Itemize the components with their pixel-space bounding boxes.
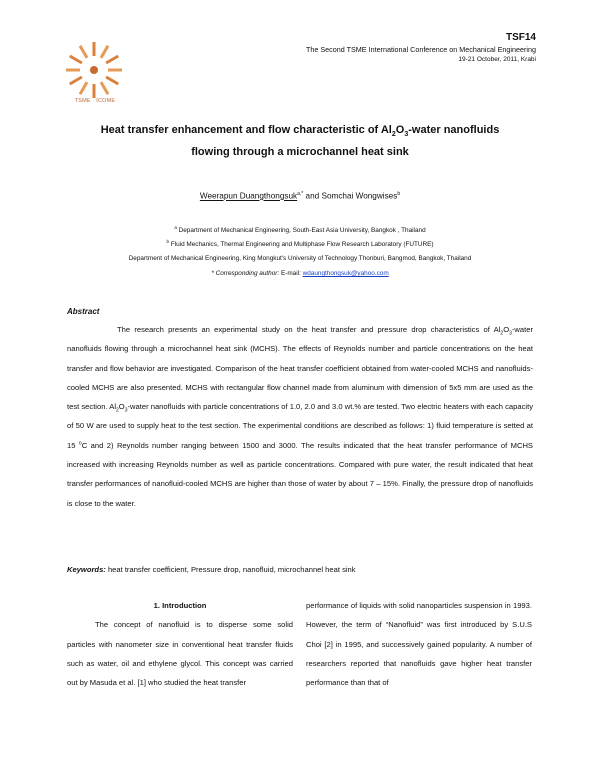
paper-code: TSF14	[505, 32, 536, 43]
conference-date: 19-21 October, 2011, Krabi	[458, 56, 536, 63]
corresponding-author: * Corresponding author: E-mail: wdaungthongsuk@yahoo.com	[211, 270, 389, 277]
intro-paragraph-right: performance of liquids with solid nanoparticles suspension in 1993. However, the term of “Nanofluid” was first introduced by S.U.S Choi [2] in 1995, and successively gained popularity. A number of researchers reported that nanofluids gave higher heat transfer performance than that of	[306, 601, 532, 688]
abstract-heading: Abstract	[67, 307, 100, 316]
authors: Weerapun Duangthongsuk$^{a,*}$ and Somchai Wongwises$^b$	[199, 191, 401, 201]
paper-title-line2: flowing through a microchannel heat sink	[191, 146, 409, 158]
intro-left-column	[67, 596, 293, 692]
conference-logo	[62, 40, 126, 98]
conference-name: The Second TSME International Conference on Mechanical Engineering	[305, 45, 536, 54]
affiliation-a: $^a$ Department of Mechanical Engineering, South-East Asia University, Bangkok , Thailand	[174, 225, 426, 235]
abstract-body: The research presents an experimental study on the heat transfer and pressure drop characteristics of $Al_2O_3$-water nanofluids flowing through a microchannel heat sink (MCHS). The effects of Reynolds number and particle concentrations on the heat transfer and flow behavior are investigated. Comparison of the heat transfer coefficient obtained from water-cooled MCHS and nanofluids-cooled MCHS are also presented. MCHS with rectangular flow channel made from aluminum with dimension of 5x5 mm are used as the test section. $Al_2O_3$-water nanofluids with particle concentrations of 1.0, 2.0 and 3.0 wt.% are tested. Two electric heaters with each capacity of 50 W are used to supply heat to the test section. The experimental conditions are described as follows: 1) fluid temperature is setted at 15 $^o$C and 2) Reynolds number ranging between 1500 and 3000. The results indicated that the heat transfer performance of MCHS increased with increasing Reynolds number as well as particle concentrations. Compared with pure water, the result indicated that heat transfer performances of nanofluid-cooled MCHS are higher than those of water by about 7 – 15%. Finally, the pressure drop of nanofluids is close to the water.	[67, 325, 533, 508]
intro-paragraph-left: The concept of nanofluid is to disperse some solid particles with nanometer size in conventional heat transfer fluids such as water, oil and ethylene glycol. This concept was carried out by Masuda et al. [1] who studied the heat transfer	[67, 620, 293, 688]
author-email-link[interactable]: wdaungthongsuk@yahoo.com	[302, 270, 389, 277]
author-2: Somchai Wongwises	[321, 191, 398, 201]
keywords: Keywords: heat transfer coefficient, Pressure drop, nanofluid, microchannel heat sink	[67, 565, 356, 574]
affiliation-b: $^b$ Fluid Mechanics, Thermal Engineering and Multiphase Flow Research Laboratory (FUTURE)	[166, 239, 434, 249]
intro-right-column	[306, 596, 532, 692]
author-1: Weerapun Duangthongsuk	[199, 191, 298, 201]
logo-caption: TSME · ICOME	[74, 98, 116, 104]
intro-heading: 1. Introduction	[153, 601, 207, 610]
paper-title-line1: Heat transfer enhancement and flow characteristic of $Al_2O_3$-water nanofluids	[100, 124, 500, 139]
affiliation-b-department: Department of Mechanical Engineering, King Mongkut's University of Technology Thonburi, Bangmod, Bangkok, Thailand	[128, 255, 472, 262]
